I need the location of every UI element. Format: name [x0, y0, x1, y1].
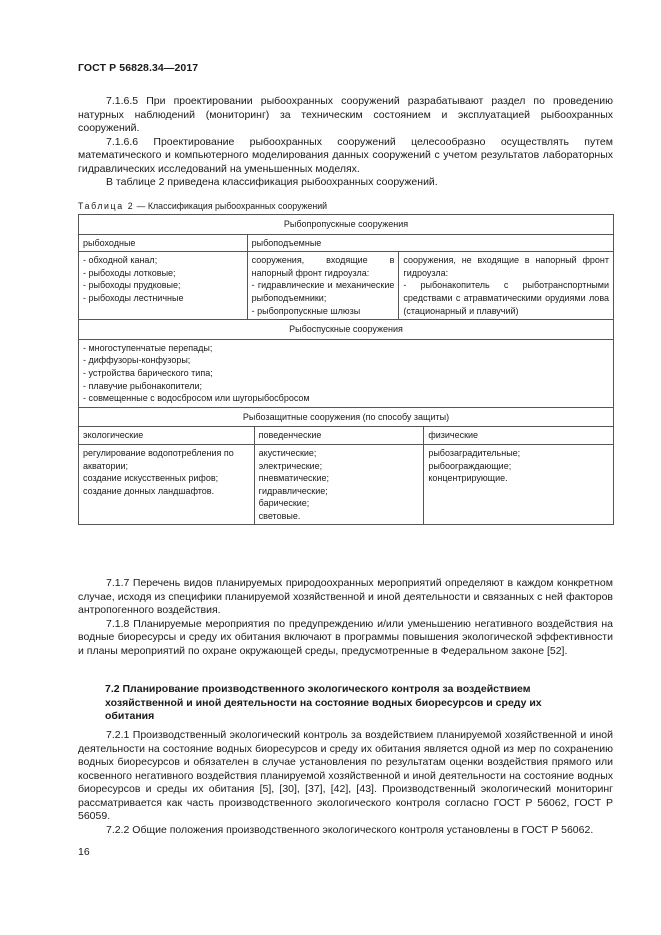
cell-ecological-methods [79, 444, 255, 525]
list-item: - рыбонакопитель с рыботранспортными средствами с атравматическими орудиями лова (стационарный и плавучий) [403, 280, 609, 316]
list-item: - совмещенные с водосбросом или шугорыбосбросом [83, 393, 310, 404]
section-title-fish-descent: Рыбоспускные сооружения [79, 320, 614, 340]
paragraph-table-reference: В таблице 2 приведена классификация рыбоохранных сооружений. [106, 176, 438, 188]
table-row [79, 320, 614, 340]
list-item: барические; [258, 498, 310, 509]
list-item: - многоступенчатые перепады; [83, 342, 213, 353]
column-header-fish-passes: рыбоходные [79, 234, 248, 252]
paragraph-7-1-7: 7.1.7 Перечень видов планируемых природоохранных мероприятий определяют в каждом конкретном случае, исходя из специфики планируемой хозяйственной и иной деятельности и связанных с ней факторов антропогенного воздействия. [78, 577, 613, 616]
list-item: - устройства барического типа; [83, 367, 213, 378]
table-row [79, 444, 614, 525]
list-item: пневматические; [258, 473, 329, 484]
list-item: световые. [258, 510, 301, 521]
classification-table [78, 214, 614, 525]
table-row [79, 252, 614, 320]
list-item: концентрирующие. [428, 473, 508, 484]
cell-physical-methods [424, 444, 614, 525]
column-header-behavioral: поведенческие [254, 427, 424, 445]
list-item: - рыбоходы лотковые; [83, 267, 176, 278]
list-item: - обходной канал; [83, 255, 158, 266]
section-7-2-text-block [78, 729, 613, 837]
list-item: акустические; [258, 447, 317, 458]
paragraph-7-1-6-5: 7.1.6.5 При проектировании рыбоохранных сооружений разрабатывают раздел по проведению натурных наблюдений (мониторинг) за техническим состоянием и эксплуатацией рыбоохранных сооружений. [78, 95, 613, 134]
list-item: электрические; [258, 460, 323, 471]
section-title-fish-passage: Рыбопропускные сооружения [79, 215, 614, 235]
list-item: регулирование водопотребления по акватории; [83, 447, 234, 471]
cell-fish-descent-types [79, 339, 614, 407]
page-number: 16 [78, 846, 90, 858]
list-item: создание донных ландшафтов. [83, 485, 215, 496]
paragraph-7-2-1: 7.2.1 Производственный экологический контроль за воздействием планируемой хозяйственной и иной деятельности на состояние водных биоресурсов и среду их обитания является одной из мер по сохранению водных биоресурсов и обязателен в случае установления по результатам оценки воздействия прямого или косвенного негативного воздействия планируемой хозяйственной и иной деятельности на состояние водных биоресурсов и среды их обитания [5], [30], [37], [42], [43]. Производственный экологический мониторинг рассматривается как часть производственного экологического контроля согласно ГОСТ Р 56062, ГОСТ Р 56059. [78, 729, 613, 822]
section-heading-7-2: 7.2 Планирование производственного экологического контроля за воздействием хозяйственной и иной деятельности на состояние водных биоресурсов и среду их обитания [105, 683, 542, 722]
list-item: рыбозаградительные; [428, 447, 521, 458]
table-row [79, 339, 614, 407]
list-item: рыбоограждающие; [428, 460, 512, 471]
table-row [79, 215, 614, 235]
cell-behavioral-methods [254, 444, 424, 525]
column-header-fish-lifts: рыбоподъемные [247, 234, 613, 252]
section-title-fish-protection: Рыбозащитные сооружения (по способу защиты) [79, 407, 614, 427]
paragraph-7-1-8: 7.1.8 Планируемые мероприятия по предупреждению и/или уменьшению негативного воздействия на водные биоресурсы и среду их обитания включают в программы повышения экологической эффективности и планы мероприятий по охране окружающей среды, предусмотренные в Федеральном законе [52]. [78, 617, 613, 657]
list-item: - гидравлические и механические рыбоподъемники; [251, 280, 395, 303]
table-caption-label: Таблица 2 [78, 201, 135, 211]
list-item: создание искусственных рифов; [83, 473, 219, 484]
table-caption [78, 201, 327, 211]
paragraph-7-2-2: 7.2.2 Общие положения производственного экологического контроля установлены в ГОСТ Р 56062. [106, 823, 594, 836]
intro-text-block [78, 95, 613, 190]
document-header: ГОСТ Р 56828.34—2017 [78, 62, 199, 74]
column-header-physical: физические [424, 427, 614, 445]
cell-fish-pass-types [79, 252, 248, 320]
column-header-ecological: экологические [79, 427, 255, 445]
list-item: - рыбопропускные шлюзы [251, 305, 361, 316]
table-row [79, 427, 614, 445]
cell-lifts-outside-pressure-front [399, 252, 614, 320]
cell-lifts-in-pressure-front [247, 252, 399, 320]
list-item: - рыбоходы лестничные [83, 292, 184, 303]
list-item: - диффузоры-конфузоры; [83, 355, 191, 366]
list-item: - рыбоходы прудковые; [83, 280, 181, 291]
list-item: - плавучие рыбонакопители; [83, 380, 202, 391]
paragraph-7-1-6-6: 7.1.6.6 Проектирование рыбоохранных сооружений целесообразно осуществлять путем математического и компьютерного моделирования данных сооружений с учетом результатов лабораторных гидравлических исследований на уменьшенных моделях. [78, 135, 613, 175]
after-table-text-block [78, 577, 613, 658]
cell-subheading: сооружения, не входящие в напорный фронт гидроузла: [403, 255, 609, 278]
table-row [79, 407, 614, 427]
table-caption-title: — Классификация рыбоохранных сооружений [134, 201, 328, 211]
table-row [79, 234, 614, 252]
list-item: гидравлические; [258, 485, 328, 496]
cell-subheading: сооружения, входящие в напорный фронт гидроузла: [251, 255, 395, 278]
